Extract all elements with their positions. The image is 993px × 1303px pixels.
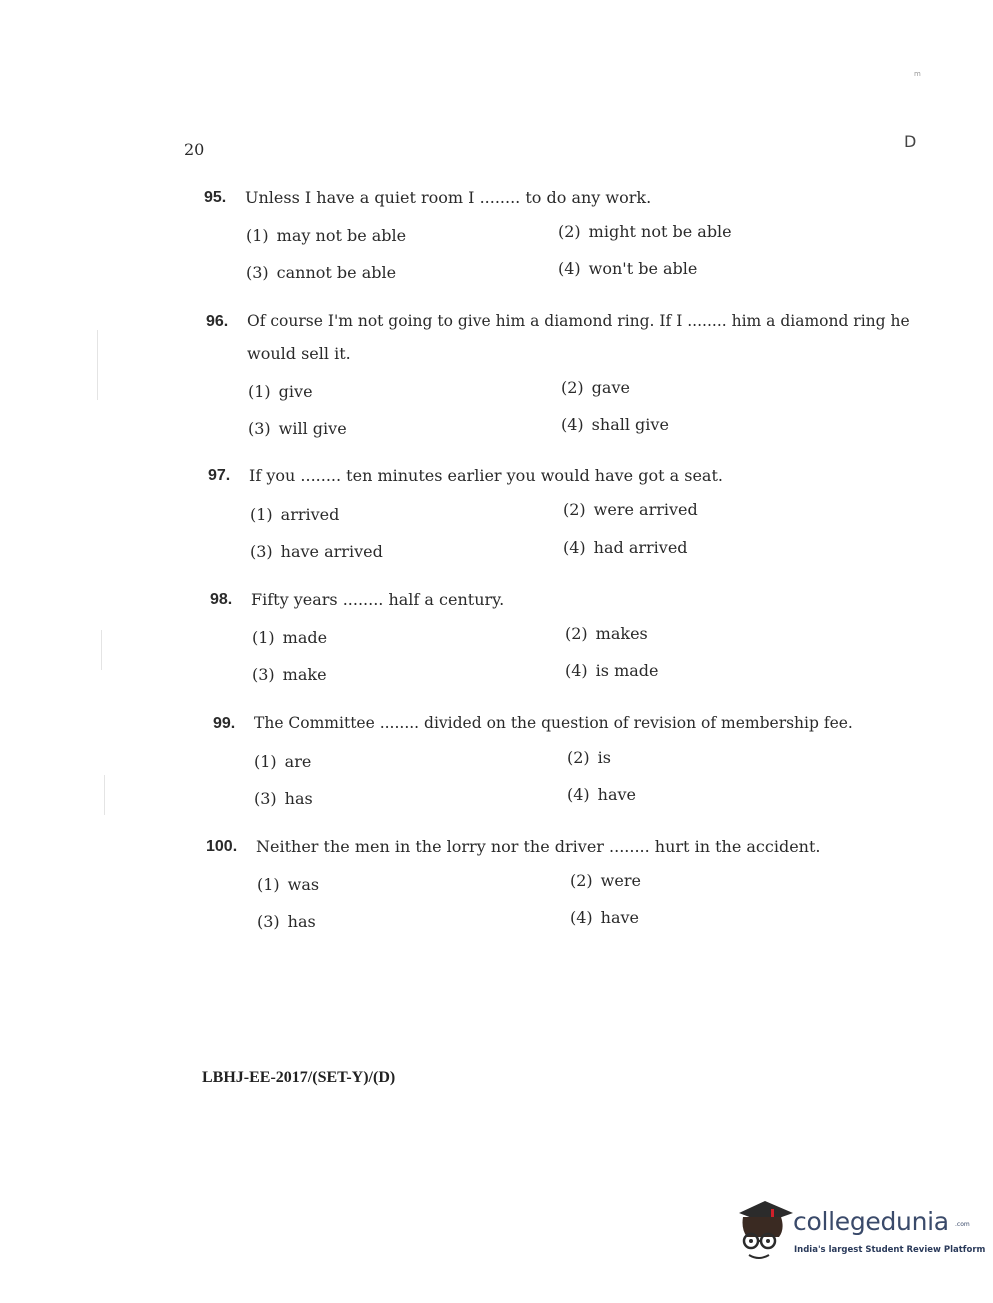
option-3: (3) will give [248,419,347,438]
question-text: If you ........ ten minutes earlier you would have got a seat. [249,466,723,485]
collegedunia-logo [735,1195,986,1265]
option-1: (1) are [254,752,312,771]
question-number: 95. [204,189,227,206]
page-number: 20 [184,140,205,159]
question-text: Fifty years ........ half a century. [251,590,505,609]
question-number: 98. [210,591,233,608]
question-text-continuation: would sell it. [247,344,351,363]
option-4: (4) have [567,785,637,804]
set-code: D [904,132,917,151]
option-4: (4) won't be able [558,259,698,278]
question-text: Of course I'm not going to give him a diamond ring. If I ........ him a diamond ring he [247,312,910,330]
option-2: (2) might not be able [558,222,732,241]
logo-wordmark: collegedunia [793,1207,949,1236]
option-1: (1) arrived [250,505,340,524]
option-4: (4) is made [565,661,659,680]
student-mascot-icon [735,1195,795,1265]
question-number: 96. [206,313,229,330]
question-text: Neither the men in the lorry nor the driver ........ hurt in the accident. [256,837,821,856]
option-1: (1) may not be able [246,226,407,245]
option-2: (2) gave [561,378,630,397]
option-2: (2) makes [565,624,648,643]
scan-mark [104,775,105,815]
option-3: (3) make [252,665,327,684]
option-4: (4) shall give [561,415,669,434]
corner-mark: m [914,70,921,78]
question-number: 100. [206,838,238,855]
option-4: (4) have [570,908,640,927]
question-text: Unless I have a quiet room I ........ to do any work. [245,188,652,207]
option-3: (3) have arrived [250,542,383,561]
option-2: (2) were [570,871,641,890]
option-1: (1) made [252,628,328,647]
option-3: (3) has [254,789,313,808]
scan-mark [97,330,98,400]
scan-mark [101,630,102,670]
logo-tagline: India's largest Student Review Platform [794,1245,986,1255]
question-text: The Committee ........ divided on the question of revision of membership fee. [254,714,853,732]
option-2: (2) is [567,748,611,767]
paper-code: LBHJ-EE-2017/(SET-Y)/(D) [202,1069,396,1086]
question-number: 99. [213,715,236,732]
option-4: (4) had arrived [563,538,688,557]
option-1: (1) was [257,875,320,894]
logo-suffix: .com [955,1221,970,1228]
option-1: (1) give [248,382,313,401]
option-3: (3) has [257,912,316,931]
question-number: 97. [208,467,231,484]
option-3: (3) cannot be able [246,263,397,282]
option-2: (2) were arrived [563,500,698,519]
